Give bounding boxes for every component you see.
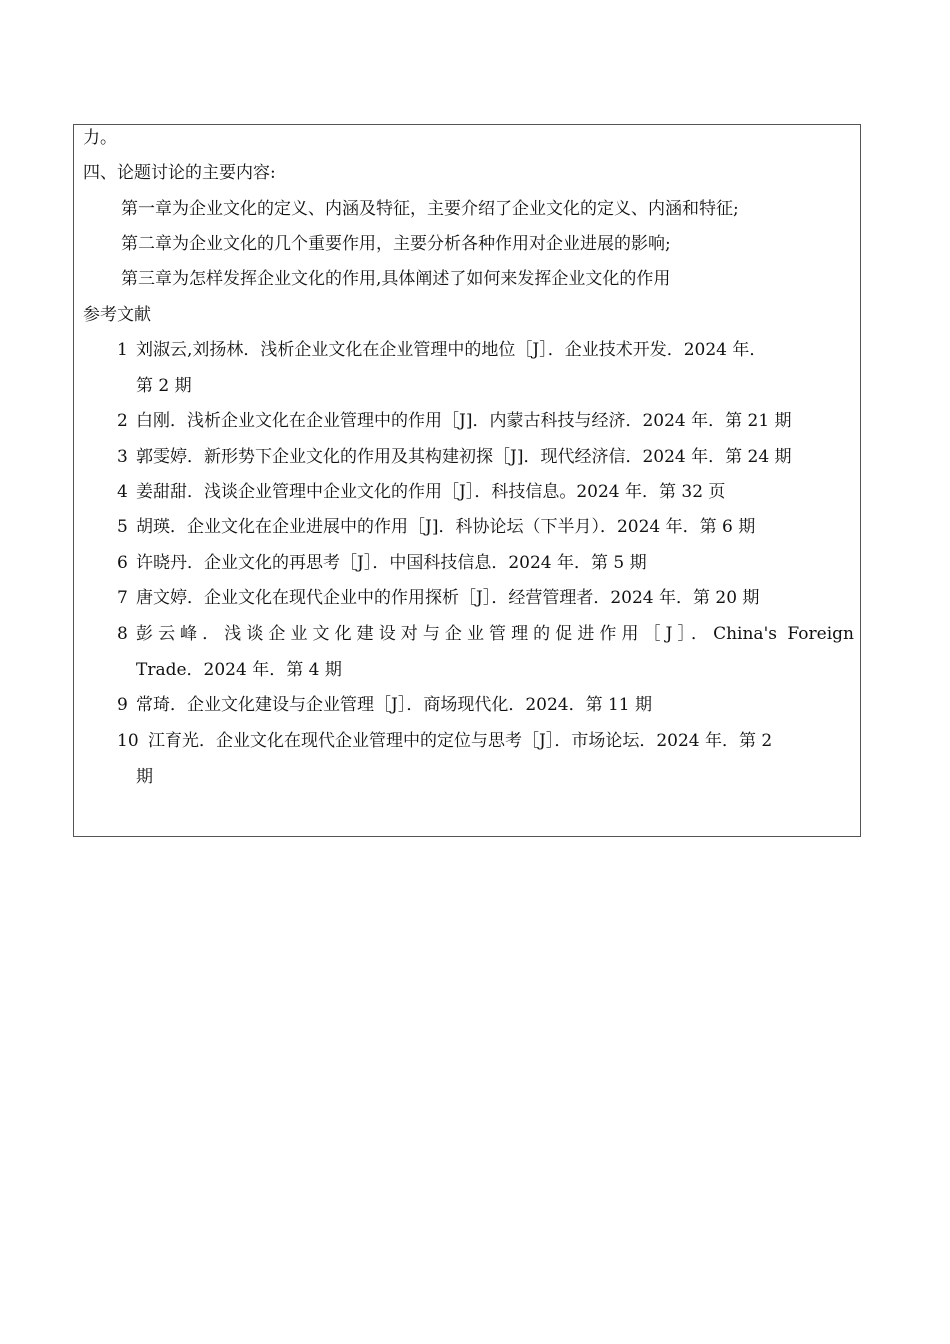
reference-text: 姜甜甜．浅谈企业管理中企业文化的作用［J］．科技信息。2024 年．第 32 页 (136, 482, 726, 502)
carryover-text: 力。 (83, 128, 117, 148)
reference-number: 8 (117, 624, 128, 644)
reference-item (117, 409, 792, 433)
reference-item (117, 338, 766, 362)
reference-number: 7 (117, 588, 128, 608)
reference-number: 2 (117, 411, 128, 431)
reference-text: 江育光．企业文化在现代企业管理中的定位与思考［J］．市场论坛．2024 年．第 2 (148, 731, 773, 751)
reference-text: 白刚．浅析企业文化在企业管理中的作用［J]．内蒙古科技与经济．2024 年．第 21 期 (136, 411, 792, 431)
section-heading: 四、论题讨论的主要内容: (83, 163, 276, 183)
reference-continuation: 第 2 期 (136, 376, 192, 396)
reference-item (117, 551, 647, 575)
reference-number: 5 (117, 517, 128, 537)
reference-item (117, 729, 772, 753)
reference-text: 唐文婷．企业文化在现代企业中的作用探析［J］．经营管理者．2024 年．第 20 期 (136, 588, 760, 608)
reference-continuation: 期 (136, 767, 153, 787)
reference-item (117, 693, 652, 717)
reference-text: 胡瑛．企业文化在企业进展中的作用［J]．科协论坛（下半月）．2024 年．第 6 期 (136, 517, 756, 537)
reference-number: 10 (117, 731, 139, 751)
reference-text: 刘淑云,刘扬林．浅析企业文化在企业管理中的地位［J］．企业技术开发．2024 年． (136, 340, 767, 360)
reference-text: 许晓丹．企业文化的再思考［J］．中国科技信息．2024 年．第 5 期 (136, 553, 647, 573)
reference-item (117, 622, 854, 646)
reference-item (117, 480, 725, 504)
references-heading: 参考文献 (83, 305, 151, 325)
reference-item (117, 515, 755, 539)
chapter-2-summary: 第二章为企业文化的几个重要作用，主要分析各种作用对企业进展的影响; (121, 234, 671, 254)
reference-item (117, 586, 759, 610)
reference-text: 常琦．企业文化建设与企业管理［J］．商场现代化．2024．第 11 期 (136, 695, 653, 715)
chapter-1-summary: 第一章为企业文化的定义、内涵及特征，主要介绍了企业文化的定义、内涵和特征; (121, 199, 739, 219)
reference-number: 9 (117, 695, 128, 715)
reference-number: 1 (117, 340, 128, 360)
reference-text: 郭雯婷．新形势下企业文化的作用及其构建初探［J]．现代经济信．2024 年．第 24 期 (136, 447, 792, 467)
reference-number: 6 (117, 553, 128, 573)
reference-continuation: Trade．2024 年．第 4 期 (136, 660, 342, 680)
reference-item (117, 445, 792, 469)
reference-number: 4 (117, 482, 128, 502)
reference-text: 彭云峰．浅谈企业文化建设对与企业管理的促进作用［J］．China's Foreign (136, 624, 854, 644)
chapter-3-summary: 第三章为怎样发挥企业文化的作用,具体阐述了如何来发挥企业文化的作用 (121, 269, 671, 289)
reference-number: 3 (117, 447, 128, 467)
